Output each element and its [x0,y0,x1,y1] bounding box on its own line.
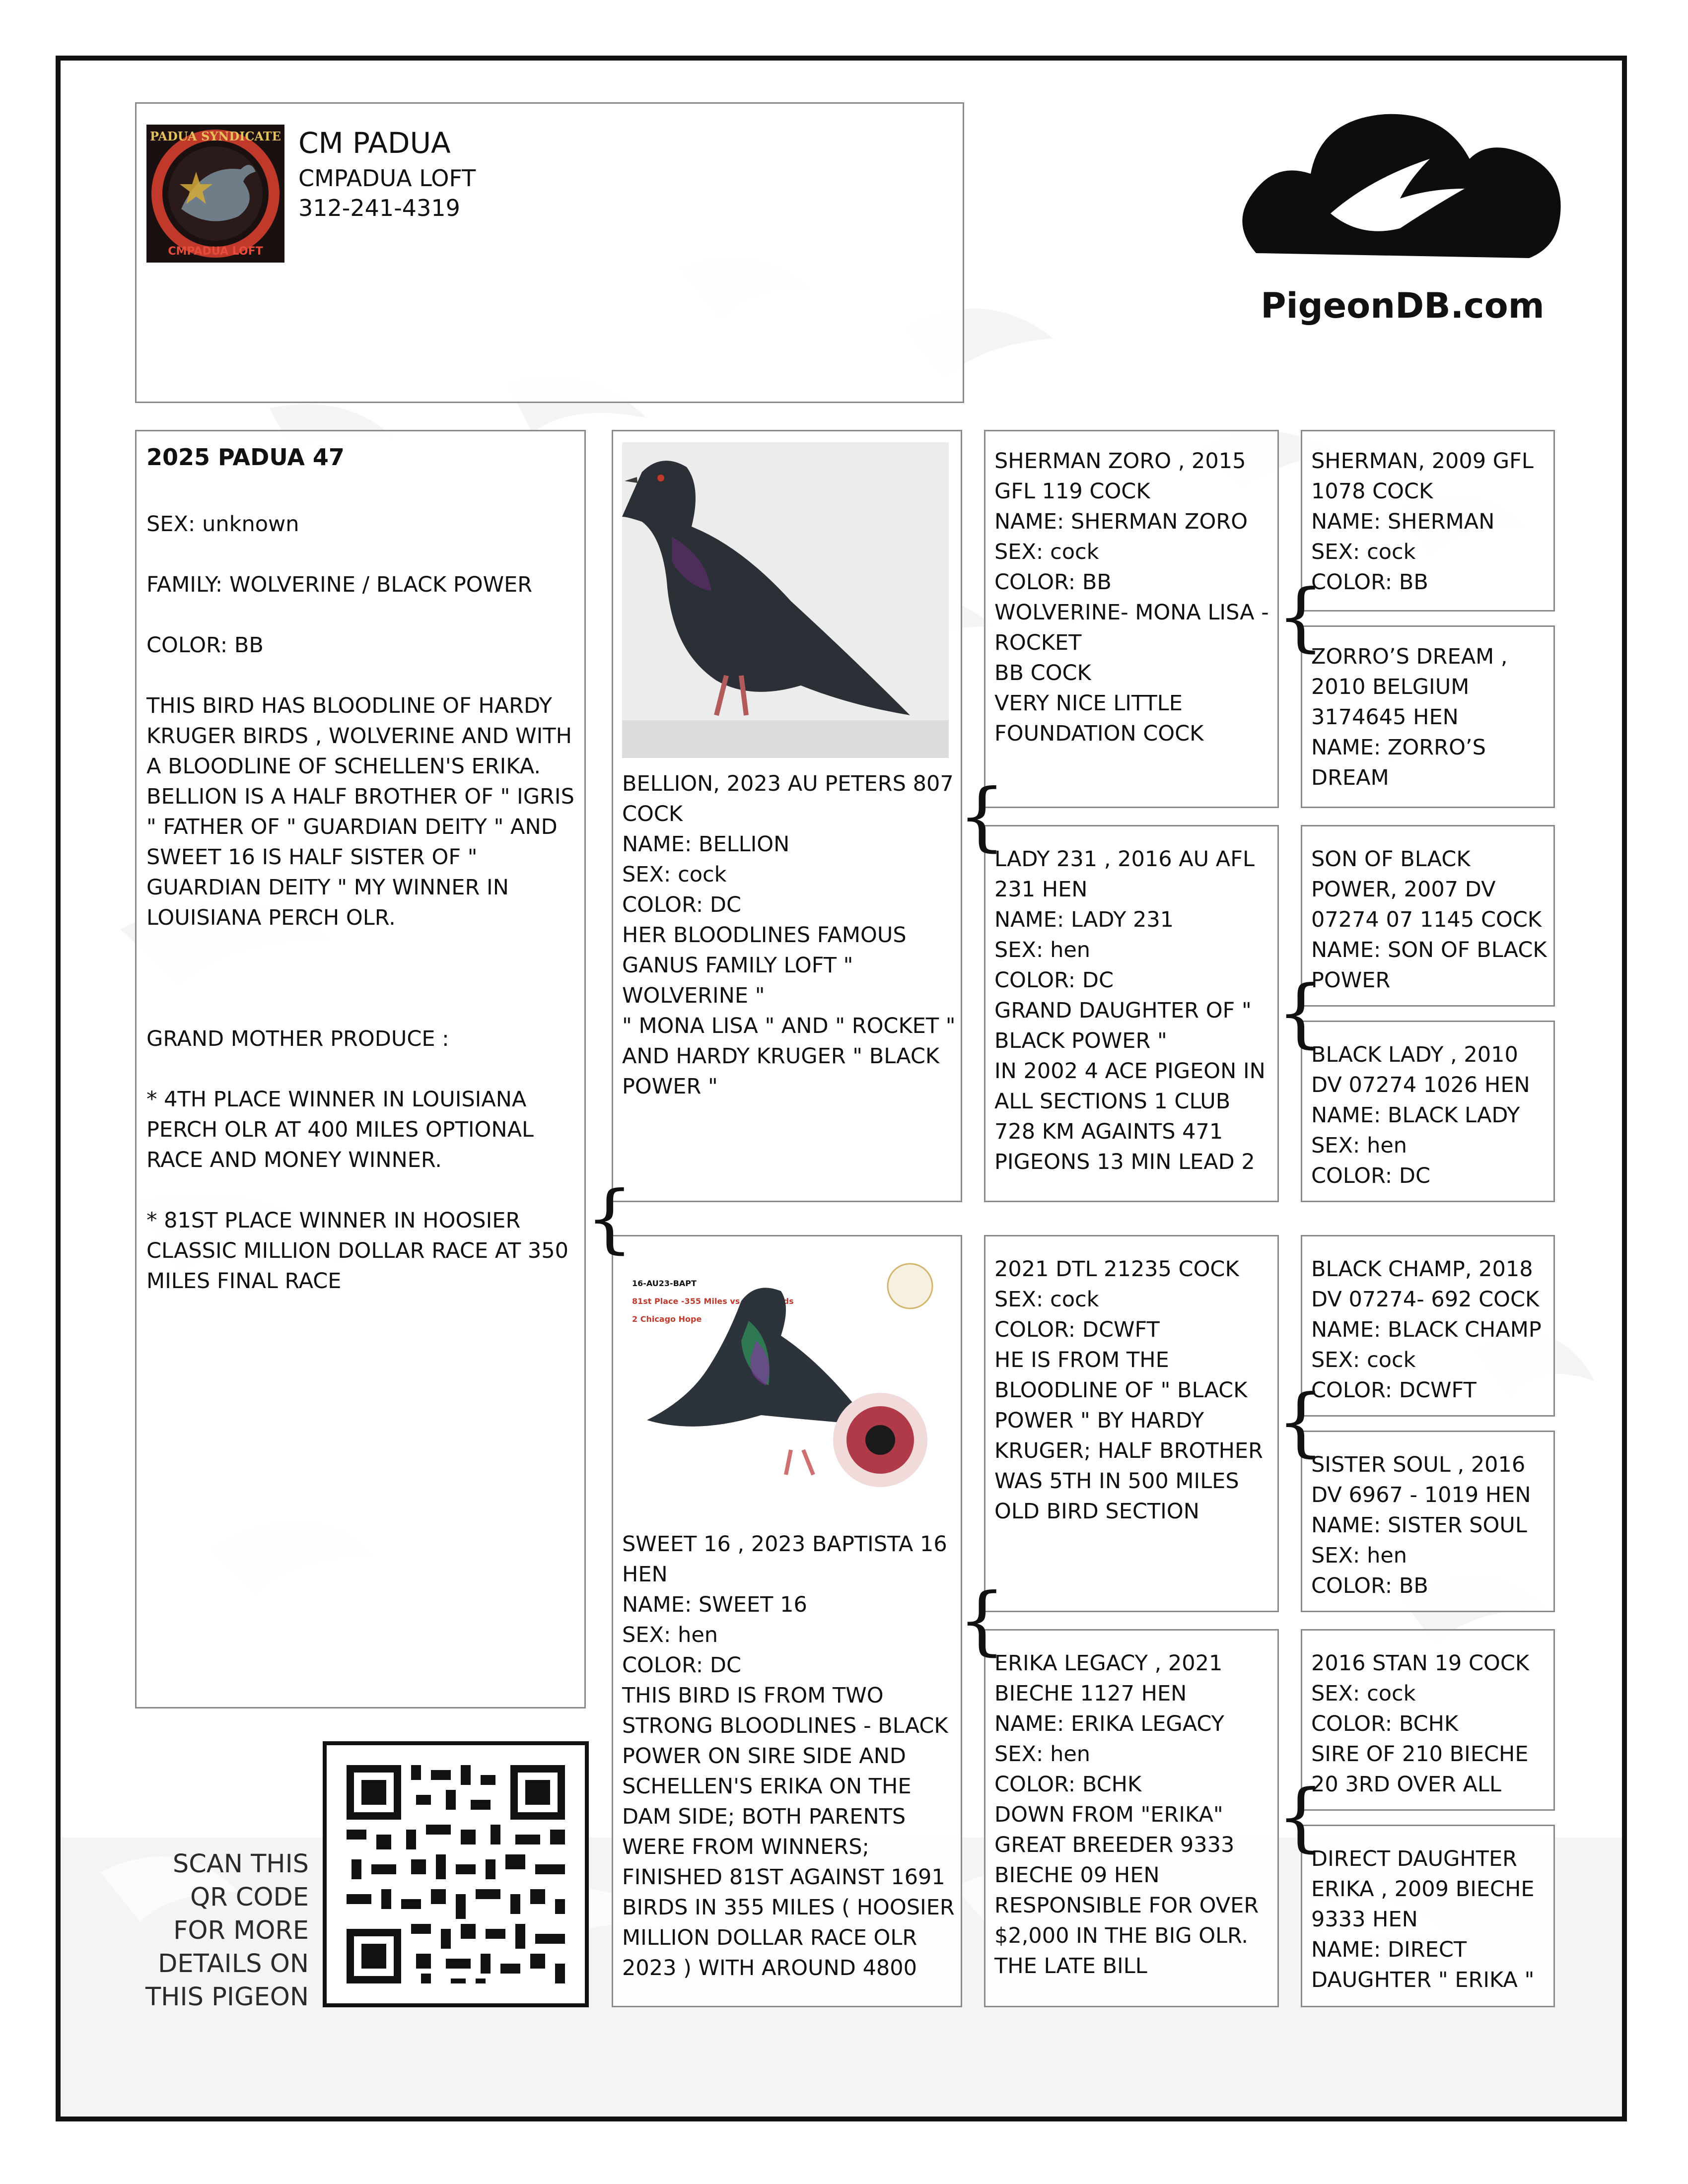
grandsire-sire-side-card [984,430,1279,808]
great-grandparent-card [1301,825,1555,1007]
subject-line: THIS BIRD HAS BLOODLINE OF HARDY KRUGER BIRDS , WOLVERINE AND WITH A BLOODLINE OF SCHELLEN'S ERIKA. BELLION IS A HALF BROTHER OF " IGRIS " FATHER OF " GUARDIAN DEITY " AND SWEET 16 IS HALF SISTER OF " GUARDIAN DEITY " MY WINNER IN LOUISIANA PERCH OLR. [146,693,574,930]
great-grandparent-details: BLACK CHAMP, 2018 DV 07274- 692 COCK NAME: BLACK CHAMP SEX: cock COLOR: DCWFT [1311,1257,1542,1403]
qr-caption-line: SCAN THIS [172,1849,309,1879]
great-grandparent-card [1301,1629,1555,1811]
dam-photo [622,1246,956,1495]
qr-caption-line: THIS PIGEON [145,1982,309,2012]
subject-line: SEX: unknown [146,512,299,537]
pedigree-brace-icon: { [958,1577,1006,1664]
dam-card [612,1235,962,2007]
great-grandparent-details: SON OF BLACK POWER, 2007 DV 07274 07 1145 COCK NAME: SON OF BLACK POWER [1311,847,1547,993]
pigeondb-logo [1226,99,1574,338]
grandparent-details: SHERMAN ZORO , 2015 GFL 119 COCK NAME: SHERMAN ZORO SEX: cock COLOR: BB WOLVERINE- MONA LISA - ROCKET BB COCK VERY NICE LITTLE FOUNDATION COCK [994,449,1269,746]
great-grandparent-card [1301,430,1555,612]
granddam-dam-side-card [984,1629,1279,2007]
sire-photo [622,442,949,758]
pedigree-brace-icon: { [1277,1379,1325,1465]
subject-details [146,479,578,1327]
subject-line: * 4TH PLACE WINNER IN LOUISIANA PERCH OLR AT 400 MILES OPTIONAL RACE AND MONEY WINNER. [146,1087,534,1172]
owner-name: CM PADUA [298,126,451,160]
subject-title: 2025 PADUA 47 [146,444,345,471]
owner-loft: CMPADUA LOFT [298,165,476,192]
qr-caption-line: DETAILS ON [158,1949,309,1979]
grandparent-details: LADY 231 , 2016 AU AFL 231 HEN NAME: LADY 231 SEX: hen COLOR: DC GRAND DAUGHTER OF " BLACK POWER " IN 2002 4 ACE PIGEON IN ALL SECTIONS 1 CLUB 728 KM AGAINTS 471 PIGEONS 13 MIN LEAD 2 [994,847,1266,1174]
qr-caption-line: QR CODE [190,1883,309,1912]
owner-card [135,102,964,403]
great-grandparent-details: BLACK LADY , 2010 DV 07274 1026 HEN NAME: BLACK LADY SEX: hen COLOR: DC [1311,1042,1530,1188]
great-grandparent-details: SISTER SOUL , 2016 DV 6967 - 1019 HEN NAME: SISTER SOUL SEX: hen COLOR: BB [1311,1452,1531,1598]
loft-logo-bottom-text: CMPADUA LOFT [168,245,263,258]
subject-line: COLOR: BB [146,633,264,658]
pedigree-brace-icon: { [586,1175,633,1262]
dam-photo-caption: 16-AU23-BAPT [632,1279,697,1288]
subject-line: GRAND MOTHER PRODUCE : [146,1026,449,1051]
owner-phone: 312-241-4319 [298,195,460,221]
grandparent-details: 2021 DTL 21235 COCK SEX: cock COLOR: DCWFT HE IS FROM THE BLOODLINE OF " BLACK POWER " BY HARDY KRUGER; HALF BROTHER WAS 5TH IN 500 MILES OLD BIRD SECTION [994,1257,1264,1524]
subject-line: FAMILY: WOLVERINE / BLACK POWER [146,572,533,597]
sire-card [612,430,962,1202]
qr-caption-line: FOR MORE [173,1916,309,1945]
loft-logo-top-text: PADUA SYNDICATE [150,129,281,143]
great-grandparent-card [1301,1235,1555,1417]
loft-logo [146,125,284,263]
great-grandparent-details: ZORRO’S DREAM , 2010 BELGIUM 3174645 HEN NAME: ZORRO’S DREAM [1311,644,1508,790]
pedigree-brace-icon: { [1277,574,1325,660]
grandparent-details: ERIKA LEGACY , 2021 BIECHE 1127 HEN NAME: ERIKA LEGACY SEX: hen COLOR: BCHK DOWN FROM "ERIKA" GREAT BREEDER 9333 BIECHE 09 HEN RESPONSIBLE FOR OVER $2,000 IN THE BIG OLR. THE LATE BILL [994,1651,1259,1979]
great-grandparent-card [1301,1825,1555,2007]
qr-caption [134,1847,309,2014]
great-grandparent-card [1301,1431,1555,1612]
pigeondb-logo-text: PigeonDB.com [1261,285,1545,326]
pedigree-brace-icon: { [958,773,1006,860]
qr-code[interactable] [323,1741,589,2007]
pedigree-brace-icon: { [1277,1774,1325,1860]
subject-card [135,430,586,1708]
grandsire-dam-side-card [984,1235,1279,1612]
great-grandparent-details: SHERMAN, 2009 GFL 1078 COCK NAME: SHERMAN SEX: cock COLOR: BB [1311,449,1534,595]
dam-photo-caption: 2 Chicago Hope [632,1314,702,1324]
subject-line: * 81ST PLACE WINNER IN HOOSIER CLASSIC MILLION DOLLAR RACE AT 350 MILES FINAL RACE [146,1208,568,1294]
great-grandparent-details: DIRECT DAUGHTER ERIKA , 2009 BIECHE 9333 HEN NAME: DIRECT DAUGHTER " ERIKA " [1311,1846,1535,1992]
great-grandparent-card [1301,1021,1555,1202]
great-grandparent-details: 2016 STAN 19 COCK SEX: cock COLOR: BCHK SIRE OF 210 BIECHE 20 3RD OVER ALL [1311,1651,1530,1797]
sire-details: BELLION, 2023 AU PETERS 807 COCK NAME: BELLION SEX: cock COLOR: DC HER BLOODLINES FAMOUS GANUS FAMILY LOFT " WOLVERINE " " MONA LISA " AND " ROCKET " AND HARDY KRUGER " BLACK POWER " [622,771,956,1099]
subject-line [146,963,578,994]
great-grandparent-card [1301,625,1555,808]
dam-details: SWEET 16 , 2023 BAPTISTA 16 HEN NAME: SWEET 16 SEX: hen COLOR: DC THIS BIRD IS FROM TWO STRONG BLOODLINES - BLACK POWER ON SIRE SIDE AND SCHELLEN'S ERIKA ON THE DAM SIDE; BOTH PARENTS WERE FROM WINNERS; FINISHED 81ST AGAINST 1691 BIRDS IN 355 MILES ( HOOSIER MILLION DOLLAR RACE OLR 2023 ) WITH AROUND 4800 [622,1532,955,1980]
dam-photo-caption: 81st Place -355 Miles vs. 1692 Birds [632,1297,794,1306]
granddam-sire-side-card [984,825,1279,1202]
pedigree-brace-icon: { [1277,970,1325,1056]
